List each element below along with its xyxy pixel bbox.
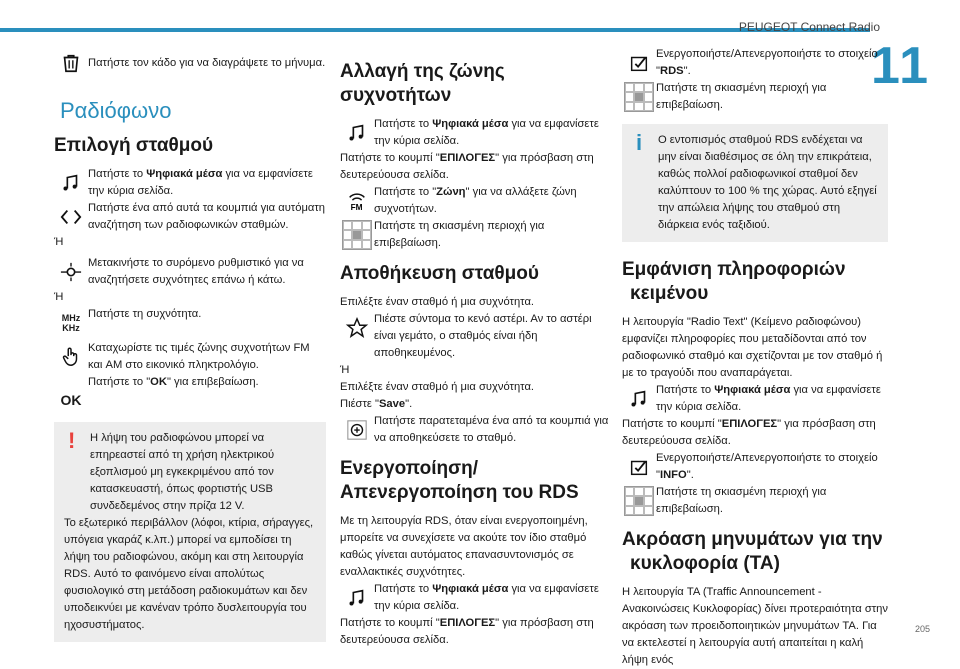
rds-confirm-step (622, 80, 888, 114)
info-text: Ο εντοπισμός σταθμού RDS ενδέχεται να μην είναι διαθέσιμος σε όλη την επικράτεια, καθώς πολλοί ραδιοφωνικοί σταθμοί δεν καλύπτουν το 100 % της χώρας. Αυτό εξηγεί την απώλεια λήψης του σταθμού στη διάρκεια ενός ταξιδιού. (658, 134, 877, 231)
section-title-radio: Ραδιόφωνο (60, 98, 172, 123)
info-step-media (622, 382, 888, 416)
info-icon: i (636, 130, 643, 155)
store-step-star-text: Πιέστε σύντομα το κενό αστέρι. Αν το αστέρι είναι γεμάτο, ο σταθμός είναι ήδη αποθηκευμένος. (374, 313, 592, 359)
warning-icon: ! (68, 428, 76, 453)
trash-icon (54, 46, 88, 80)
warning-box (54, 422, 326, 642)
band-step-media-text: Πατήστε το Ψηφιακά μέσα για να εμφανίσετε την κύρια σελίδα. (374, 118, 599, 147)
traffic-description: Η λειτουργία TA (Traffic Announcement - Ανακοινώσεις Κυκλοφορίας) δίνει προτεραιότητα στην ακρόαση των προειδοποιητικών μηνυμάτων TA. Για να εκτελεστεί η λειτουργία αυτή απαιτείται η καλή λήψη ενός (622, 586, 888, 666)
step-slider (54, 255, 326, 289)
music-note-icon (340, 581, 374, 615)
band-step-media (340, 116, 610, 150)
band-step-options: Πατήστε το κουμπί "ΕΠΙΛΟΓΕΣ" για πρόσβαση στη δευτερεύουσα σελίδα. (340, 152, 594, 181)
heading-change-band: Αλλαγή της ζώνης συχνοτήτων (340, 61, 505, 106)
touch-hand-icon (54, 340, 88, 374)
music-note-icon (340, 116, 374, 150)
shaded-area-icon (622, 484, 656, 518)
heading-traffic: Ακρόαση μηνυμάτων για την κυκλοφορία (TA) (622, 529, 883, 574)
fm-radio-icon (340, 184, 374, 218)
shaded-area-icon (340, 218, 374, 252)
heading-store-station: Αποθήκευση σταθμού (340, 263, 539, 284)
or-text: Ή (340, 364, 350, 376)
mhz-khz-icon: MHz KHz (61, 313, 81, 333)
checkbox-icon (622, 46, 656, 80)
star-icon (340, 311, 374, 345)
step-media-text: Πατήστε το Ψηφιακά μέσα για να εμφανίσετε την κύρια σελίδα. (88, 168, 313, 197)
step-ok-text: Πατήστε το "OK" για επιβεβαίωση. (88, 376, 259, 388)
step-slider-text: Μετακινήστε το συρόμενο ρυθμιστικό για να αναζητήσετε συχνότητες επάνω ή κάτω. (88, 257, 304, 286)
trash-step (54, 46, 326, 80)
info-step-options: Πατήστε το κουμπί "ΕΠΙΛΟΓΕΣ" για πρόσβαση στη δευτερεύουσα σελίδα. (622, 418, 876, 447)
warning-text-2: Το εξωτερικό περιβάλλον (λόφοι, κτίρια, σήραγγες, υπόγεια γκαράζ κ.λπ.) μπορεί να εμποδίσει τη λήψη του ραδιοφώνου, ακόμη και στη λειτουργία RDS. Αυτό το φαινόμενο είναι απολύτως φυσιολογικό στη μετάδοση ραδιοκυμάτων και δεν υποδεικνύει με κανέναν τρόπο δυσλειτουργία του ηχοσυστήματος. (64, 517, 314, 631)
store-step-longpress-text: Πατήστε παρατεταμένα ένα από τα κουμπιά για να αποθηκεύσετε το σταθμό. (374, 415, 609, 444)
column-2 (340, 46, 610, 649)
radio-text-description: Η λειτουργία "Radio Text" (Κείμενο ραδιοφώνου) εμφανίζει πληροφορίες που μεταδίδονται από τον ραδιοφωνικό σταθμό και σχετίζονται με τον σταθμό ή με το τραγούδι που αναπαράγεται. (622, 316, 883, 379)
store-step-save: Πιέστε "Save". (340, 398, 413, 410)
heading-select-station: Επιλογή σταθμού (54, 135, 214, 156)
rds-step-media-text: Πατήστε το Ψηφιακά μέσα για να εμφανίσετε την κύρια σελίδα. (374, 583, 599, 612)
chapter-number: 11 (871, 37, 930, 95)
store-step-3: Επιλέξτε έναν σταθμό ή μια συχνότητα. (340, 381, 535, 393)
info-toggle-text: Ενεργοποιήστε/Απενεργοποιήστε το στοιχείο "INFO". (656, 452, 878, 481)
step-seek (54, 200, 326, 234)
or-text: Ή (54, 236, 64, 248)
band-step-band (340, 184, 610, 218)
music-note-icon (54, 166, 88, 200)
step-keyboard (54, 340, 326, 374)
svg-text:FM: FM (350, 203, 363, 213)
music-note-icon (622, 382, 656, 416)
heading-rds: Ενεργοποίηση/ Απενεργοποίηση του RDS (340, 458, 579, 503)
column-3 (622, 46, 888, 669)
info-confirm-text: Πατήστε τη σκιασμένη περιοχή για επιβεβαίωση. (656, 486, 827, 515)
ok-icon: OK (60, 392, 82, 408)
slider-icon (54, 255, 88, 289)
rds-step-options: Πατήστε το κουμπί "ΕΠΙΛΟΓΕΣ" για πρόσβαση στη δευτερεύουσα σελίδα. (340, 617, 594, 646)
rds-description: Με τη λειτουργία RDS, όταν είναι ενεργοποιημένη, μπορείτε να συνεχίσετε να ακούτε τον ίδιο σταθμό καθώς γίνεται αυτόματος επανασυντονισμός σε εναλλακτικές συχνότητες. (340, 515, 588, 578)
checkbox-icon (622, 450, 656, 484)
step-frequency (54, 306, 326, 340)
band-step-confirm-text: Πατήστε τη σκιασμένη περιοχή για επιβεβαίωση. (374, 220, 545, 249)
step-seek-text: Πατήστε ένα από αυτά τα κουμπιά για αυτόματη αναζήτηση των ραδιοφωνικών σταθμών. (88, 202, 326, 231)
add-preset-icon (340, 413, 374, 447)
store-step-1: Επιλέξτε έναν σταθμό ή μια συχνότητα. (340, 296, 535, 308)
store-step-star (340, 311, 610, 362)
warning-text-1: Η λήψη του ραδιοφώνου μπορεί να επηρεαστεί από τη χρήση ηλεκτρικού εξοπλισμού μη εγκεκριμένου από τον κατασκευαστή, όπως φορτιστής USB συνδεδεμένος στην πρίζα 12 V. (90, 432, 275, 512)
rds-toggle-step (622, 46, 888, 80)
page-number: 205 (914, 624, 930, 634)
band-step-confirm (340, 218, 610, 252)
step-frequency-text: Πατήστε τη συχνότητα. (88, 308, 202, 320)
or-text: Ή (54, 291, 64, 303)
rds-toggle-text: Ενεργοποιήστε/Απενεργοποιήστε το στοιχείο "RDS". (656, 48, 878, 77)
chevron-left-right-icon (54, 200, 88, 234)
heading-radio-text: Εμφάνιση πληροφοριών κειμένου (622, 259, 846, 304)
step-ok (54, 374, 326, 408)
shaded-area-icon (622, 80, 656, 114)
info-confirm-step (622, 484, 888, 518)
info-toggle-step (622, 450, 888, 484)
info-box (622, 124, 888, 242)
column-1 (54, 46, 326, 642)
band-step-band-text: Πατήστε το "Ζώνη" για να αλλάξετε ζώνη συχνοτήτων. (374, 186, 577, 215)
step-media (54, 166, 326, 200)
step-keyboard-text: Καταχωρίστε τις τιμές ζώνης συχνοτήτων FM και AM στο εικονικό πληκτρολόγιο. (88, 342, 310, 371)
header-title: PEUGEOT Connect Radio (738, 20, 880, 34)
store-step-longpress (340, 413, 610, 447)
info-step-media-text: Πατήστε το Ψηφιακά μέσα για να εμφανίσετε την κύρια σελίδα. (656, 384, 881, 413)
rds-step-media (340, 581, 610, 615)
trash-text: Πατήστε τον κάδο για να διαγράψετε το μήνυμα. (88, 57, 326, 69)
rds-confirm-text: Πατήστε τη σκιασμένη περιοχή για επιβεβαίωση. (656, 82, 827, 111)
